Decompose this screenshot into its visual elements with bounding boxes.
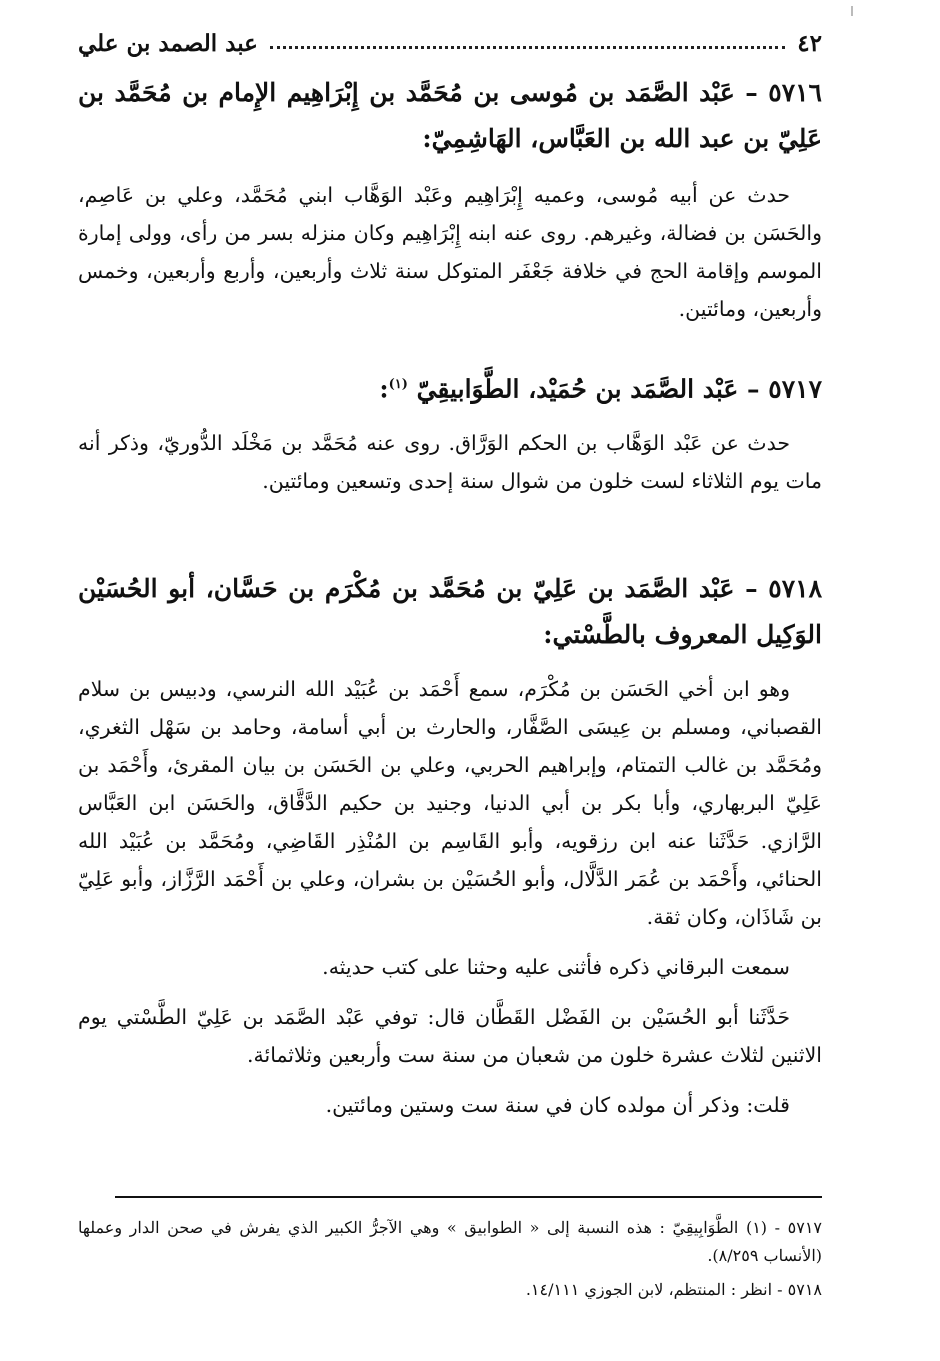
heading-colon: : bbox=[379, 374, 389, 404]
entry-5717 bbox=[78, 362, 822, 500]
entry-number: ٥٧١٧ bbox=[768, 374, 822, 404]
scan-mark bbox=[851, 6, 853, 16]
entry-name: عَبْد الصَّمَد بن حُمَيْد، الطَّوَابيقِيّ bbox=[416, 374, 739, 404]
footnote-1: ٥٧١٧ - (١) الطَّوَابِيقِيّ : هذه النسبة إلى « الطوابيق » وهي الآجرُّ الكبير الذي يفرش في صحن الدار وعملها (الأنساب ٨/٢٥٩). bbox=[78, 1218, 822, 1265]
entry-heading: ٥٧١٨ – عَبْد الصَّمَد بن عَلِيّ بن مُحَمَّد بن مُكْرَم بن حَسَّان، أبو الحُسَيْن الوَكِيل المعروف بالطَّسْتي: bbox=[78, 574, 822, 649]
entry-number: ٥٧١٦ bbox=[768, 78, 822, 107]
entry-body: وهو ابن أخي الحَسَن بن مُكْرَم، سمع أَحْمَد بن عُبَيْد الله النرسي، ودبيس بن سلام القصباني، ومسلم بن عِيسَى الصَّفَّار، والحارث بن أبي أسامة، وحامد بن سَهْل الثغري، ومُحَمَّد بن غالب التمتام، وإبراهيم الحربي، وعلي بن الحَسَن بن بيان المقرئ، وأَحْمَد بن عَلِيّ البربهاري، وأبا بكر بن أبي الدنيا، وجنيد بن حكيم الدَّقَّاق، والحَسَن ابن العَبَّاس الرَّازي. حَدَّثَنا عنه ابن رزقويه، وأبو القَاسِم بن المُنْذِر القَاضِي، ومُحَمَّد بن عُبَيْد الله الحنائي، وأَحْمَد بن عُمَر الدَّلَّال، وأبو الحُسَيْن بن بشران، وعلي بن أَحْمَد الرَّزَّاز، وأبو عَلِيّ بن شَاذَان، وكان ثقة. bbox=[78, 677, 822, 929]
entry-body: حدث عن أبيه مُوسى، وعميه إِبْرَاهِيم وعَبْد الوَهَّاب ابني مُحَمَّد، وعلي بن عَاصِم، والحَسَن بن فضالة، وغيرهم. روى عنه ابنه إِبْرَاهِيم وكان منزله بسر من رأى، وولى إمارة الموسم وإقامة الحج في خلافة جَعْفَر المتوكل سنة ثلاث وأربعين، وأربع وأربعين، وخمس وأربعين، ومائتين. bbox=[78, 183, 822, 321]
page-number: ٤٢ bbox=[797, 30, 822, 57]
entry-body: حدث عن عَبْد الوَهَّاب بن الحكم الوَرَّاق. روى عنه مُحَمَّد بن مَخْلَد الدُّوريّ، وذكر أنه مات يوم الثلاثاء لست خلون من شوال سنة إحدى وتسعين ومائتين. bbox=[78, 431, 822, 494]
entry-heading: ٥٧١٧ – عَبْد الصَّمَد بن حُمَيْد، الطَّوَابيقِيّ $^{(١)}$: bbox=[379, 374, 822, 404]
entry-name: عَبْد الصَّمَد بن عَلِيّ بن مُحَمَّد بن مُكْرَم بن حَسَّان، أبو الحُسَيْن الوَكِيل المعروف بالطَّسْتي: bbox=[78, 574, 822, 649]
leader-dots bbox=[270, 46, 785, 49]
entry-paragraph: قلت: وذكر أن مولده كان في سنة ست وستين ومائتين. bbox=[325, 1093, 790, 1117]
entry-paragraph: سمعت البرقاني ذكره فأثنى عليه وحثنا على كتب حديثه. bbox=[322, 955, 790, 979]
entry-5718 bbox=[78, 566, 822, 1124]
footnote-divider bbox=[115, 1196, 822, 1198]
footnote-ref: (١) bbox=[388, 377, 408, 392]
running-header bbox=[78, 30, 822, 57]
entry-number: ٥٧١٨ bbox=[768, 574, 822, 603]
running-title: عبد الصمد بن علي bbox=[78, 30, 258, 57]
entry-heading: ٥٧١٦ – عَبْد الصَّمَد بن مُوسى بن مُحَمَّد بن إِبْرَاهِيم الإِمام بن مُحَمَّد بن عَلِيّ بن عبد الله بن العَبَّاس، الهَاشِمِيّ: bbox=[78, 78, 822, 153]
entry-name: عَبْد الصَّمَد بن مُوسى بن مُحَمَّد بن إِبْرَاهِيم الإِمام بن مُحَمَّد بن عَلِيّ بن عبد الله بن العَبَّاس، الهَاشِمِيّ: bbox=[78, 78, 822, 153]
entry-paragraph: حَدَّثَنا أبو الحُسَيْن بن الفَضْل القَطَّان قال: توفي عَبْد الصَّمَد بن عَلِيّ الطَّسْتي يوم الاثنين لثلاث عشرة خلون من شعبان من سنة ست وأربعين وثلاثمائة. bbox=[78, 1005, 822, 1067]
footnote-2: ٥٧١٨ - انظر : المنتظم، لابن الجوزي ١٤/١١١. bbox=[525, 1280, 822, 1299]
entry-5716 bbox=[78, 70, 822, 328]
